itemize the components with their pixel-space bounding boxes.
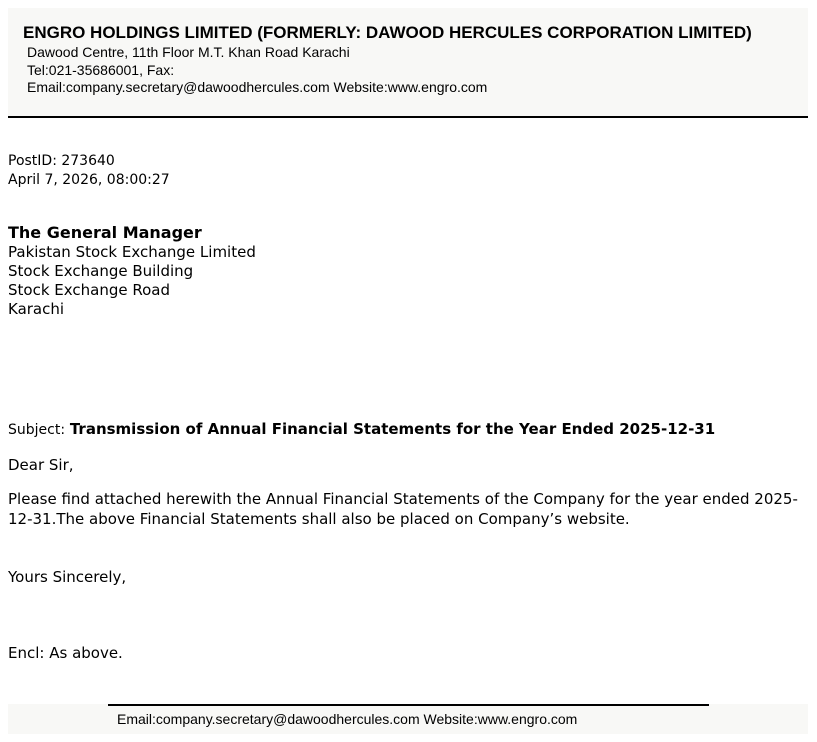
footer-email-website: Email:company.secretary@dawoodhercules.com Website:www.engro.com xyxy=(117,711,578,727)
subject-line xyxy=(8,420,715,438)
recipient-line: Stock Exchange Road xyxy=(8,281,170,299)
closing: Yours Sincerely, xyxy=(8,568,127,586)
post-id: PostID: 273640 xyxy=(8,153,115,169)
recipient-title: The General Manager xyxy=(8,223,202,242)
subject-label: Subject: xyxy=(8,422,66,438)
recipient-line: Stock Exchange Building xyxy=(8,262,194,280)
post-datetime: April 7, 2026, 08:00:27 xyxy=(8,172,170,188)
company-phone-fax: Tel:021-35686001, Fax: xyxy=(27,62,175,78)
recipient-line: Pakistan Stock Exchange Limited xyxy=(8,243,256,261)
letterhead xyxy=(8,8,808,118)
company-email-website: Email:company.secretary@dawoodhercules.com Website:www.engro.com xyxy=(27,79,488,95)
company-name: ENGRO HOLDINGS LIMITED (FORMERLY: DAWOOD HERCULES CORPORATION LIMITED) xyxy=(23,23,752,42)
company-address: Dawood Centre, 11th Floor M.T. Khan Road Karachi xyxy=(27,44,350,60)
footer-divider xyxy=(108,704,709,706)
subject-text: Transmission of Annual Financial Statements for the Year Ended 2025-12-31 xyxy=(69,420,716,438)
body-paragraph: Please find attached herewith the Annual Financial Statements of the Company for the year ended 2025-12-31.The above Financial Statements shall also be placed on Company’s website. xyxy=(8,490,798,528)
recipient-line: Karachi xyxy=(8,300,65,318)
salutation: Dear Sir, xyxy=(8,456,74,474)
enclosure: Encl: As above. xyxy=(8,644,123,662)
